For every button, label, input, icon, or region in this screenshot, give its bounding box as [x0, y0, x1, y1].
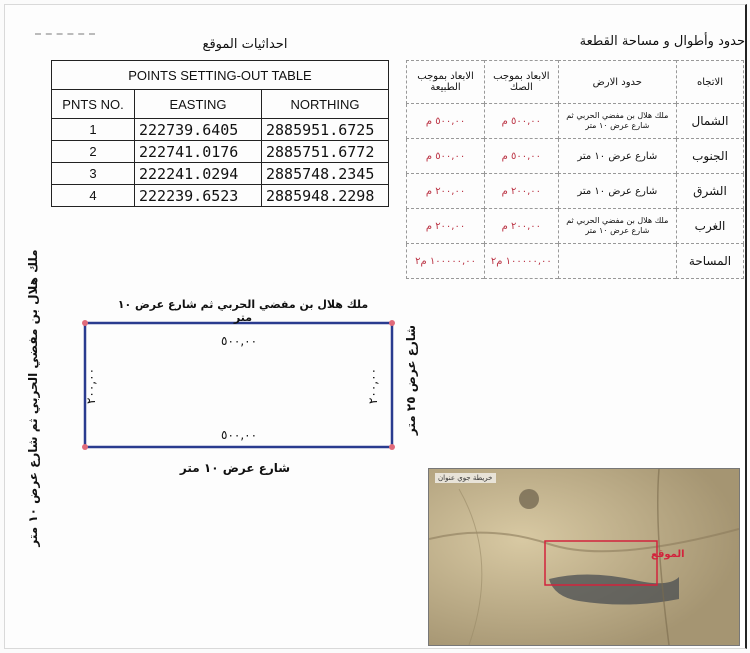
map-site-label: الموقع [651, 549, 685, 560]
column-header-boundary: حدود الارض [558, 61, 676, 104]
plot-west-label: ملك هلال بن مفضي الحربي ثم شارع عرض ١٠ متر [26, 249, 40, 547]
deed-dimension-cell: ٥٠٠,٠٠ م [485, 104, 559, 139]
corner-point [389, 320, 395, 326]
points-setting-out-table [51, 60, 389, 207]
table-caption: POINTS SETTING-OUT TABLE [52, 61, 389, 90]
direction-cell: الجنوب [677, 139, 744, 174]
table-row [52, 185, 389, 207]
boundary-cell: ملك هلال بن مفضي الحربي ثم شارع عرض ١٠ متر [558, 104, 676, 139]
boundaries-title: حدود وأطوال و مساحة القطعة [579, 34, 745, 49]
area-deed-cell: ١٠٠٠٠٠,٠٠ م٢ [485, 244, 559, 279]
boundary-cell: شارع عرض ١٠ متر [558, 174, 676, 209]
corner-point [389, 444, 395, 450]
area-label-cell: المساحة [677, 244, 744, 279]
direction-cell: الغرب [677, 209, 744, 244]
boundary-cell [558, 244, 676, 279]
decorative-dash [35, 33, 95, 35]
point-number: 3 [52, 163, 135, 185]
table-row [52, 163, 389, 185]
plot-south-label: شارع عرض ١٠ متر [179, 461, 291, 475]
column-header-easting: EASTING [135, 90, 262, 119]
plot-dimension-top: ٥٠٠,٠٠ [221, 334, 258, 348]
plot-east-label: شارع عرض ٢٥ متر [404, 324, 418, 436]
corner-point [82, 444, 88, 450]
easting-value: 222239.6523 [135, 185, 262, 207]
nature-dimension-cell: ٢٠٠,٠٠ م [407, 174, 485, 209]
plot-dimension-bottom: ٥٠٠,٠٠ [221, 428, 258, 442]
column-header-nature-dimensions: الابعاد بموجب الطبيعة [407, 61, 485, 104]
nature-dimension-cell: ٥٠٠,٠٠ م [407, 104, 485, 139]
point-number: 2 [52, 141, 135, 163]
direction-cell: الشرق [677, 174, 744, 209]
point-number: 4 [52, 185, 135, 207]
deed-dimension-cell: ٢٠٠,٠٠ م [485, 174, 559, 209]
table-row [52, 141, 389, 163]
boundary-cell: ملك هلال بن مفضي الحربي ثم شارع عرض ١٠ متر [558, 209, 676, 244]
map-title: خريطة جوي عنوان [435, 473, 496, 483]
point-number: 1 [52, 119, 135, 141]
area-nature-cell: ١٠٠٠٠٠,٠٠ م٢ [407, 244, 485, 279]
map-feature [519, 489, 539, 509]
boundaries-table [406, 60, 744, 279]
column-header-pnts: PNTS NO. [52, 90, 135, 119]
column-header-deed-dimensions: الابعاد بموجب الصك [485, 61, 559, 104]
table-row [407, 244, 744, 279]
easting-value: 222741.0176 [135, 141, 262, 163]
plot-north-label: ملك هلال بن مفضي الحربي ثم شارع عرض ١٠ متر [117, 298, 369, 324]
coordinates-title: احداثيات الموقع [202, 37, 288, 52]
document-sheet [4, 4, 747, 649]
northing-value: 2885751.6772 [262, 141, 389, 163]
table-row [407, 209, 744, 244]
easting-value: 222739.6405 [135, 119, 262, 141]
corner-point [82, 320, 88, 326]
satellite-map-image [429, 469, 739, 645]
nature-dimension-cell: ٢٠٠,٠٠ م [407, 209, 485, 244]
nature-dimension-cell: ٥٠٠,٠٠ م [407, 139, 485, 174]
easting-value: 222241.0294 [135, 163, 262, 185]
table-row [407, 139, 744, 174]
column-header-direction: الاتجاه [677, 61, 744, 104]
table-row [407, 104, 744, 139]
table-row [52, 119, 389, 141]
boundary-cell: شارع عرض ١٠ متر [558, 139, 676, 174]
northing-value: 2885948.2298 [262, 185, 389, 207]
table-row [407, 174, 744, 209]
satellite-map [428, 468, 740, 646]
deed-dimension-cell: ٥٠٠,٠٠ م [485, 139, 559, 174]
northing-value: 2885951.6725 [262, 119, 389, 141]
deed-dimension-cell: ٢٠٠,٠٠ م [485, 209, 559, 244]
column-header-northing: NORTHING [262, 90, 389, 119]
northing-value: 2885748.2345 [262, 163, 389, 185]
direction-cell: الشمال [677, 104, 744, 139]
plot-dimension-right: ٢٠٠,٠٠ [366, 367, 381, 405]
plot-dimension-left: ٢٠٠,٠٠ [84, 367, 99, 405]
